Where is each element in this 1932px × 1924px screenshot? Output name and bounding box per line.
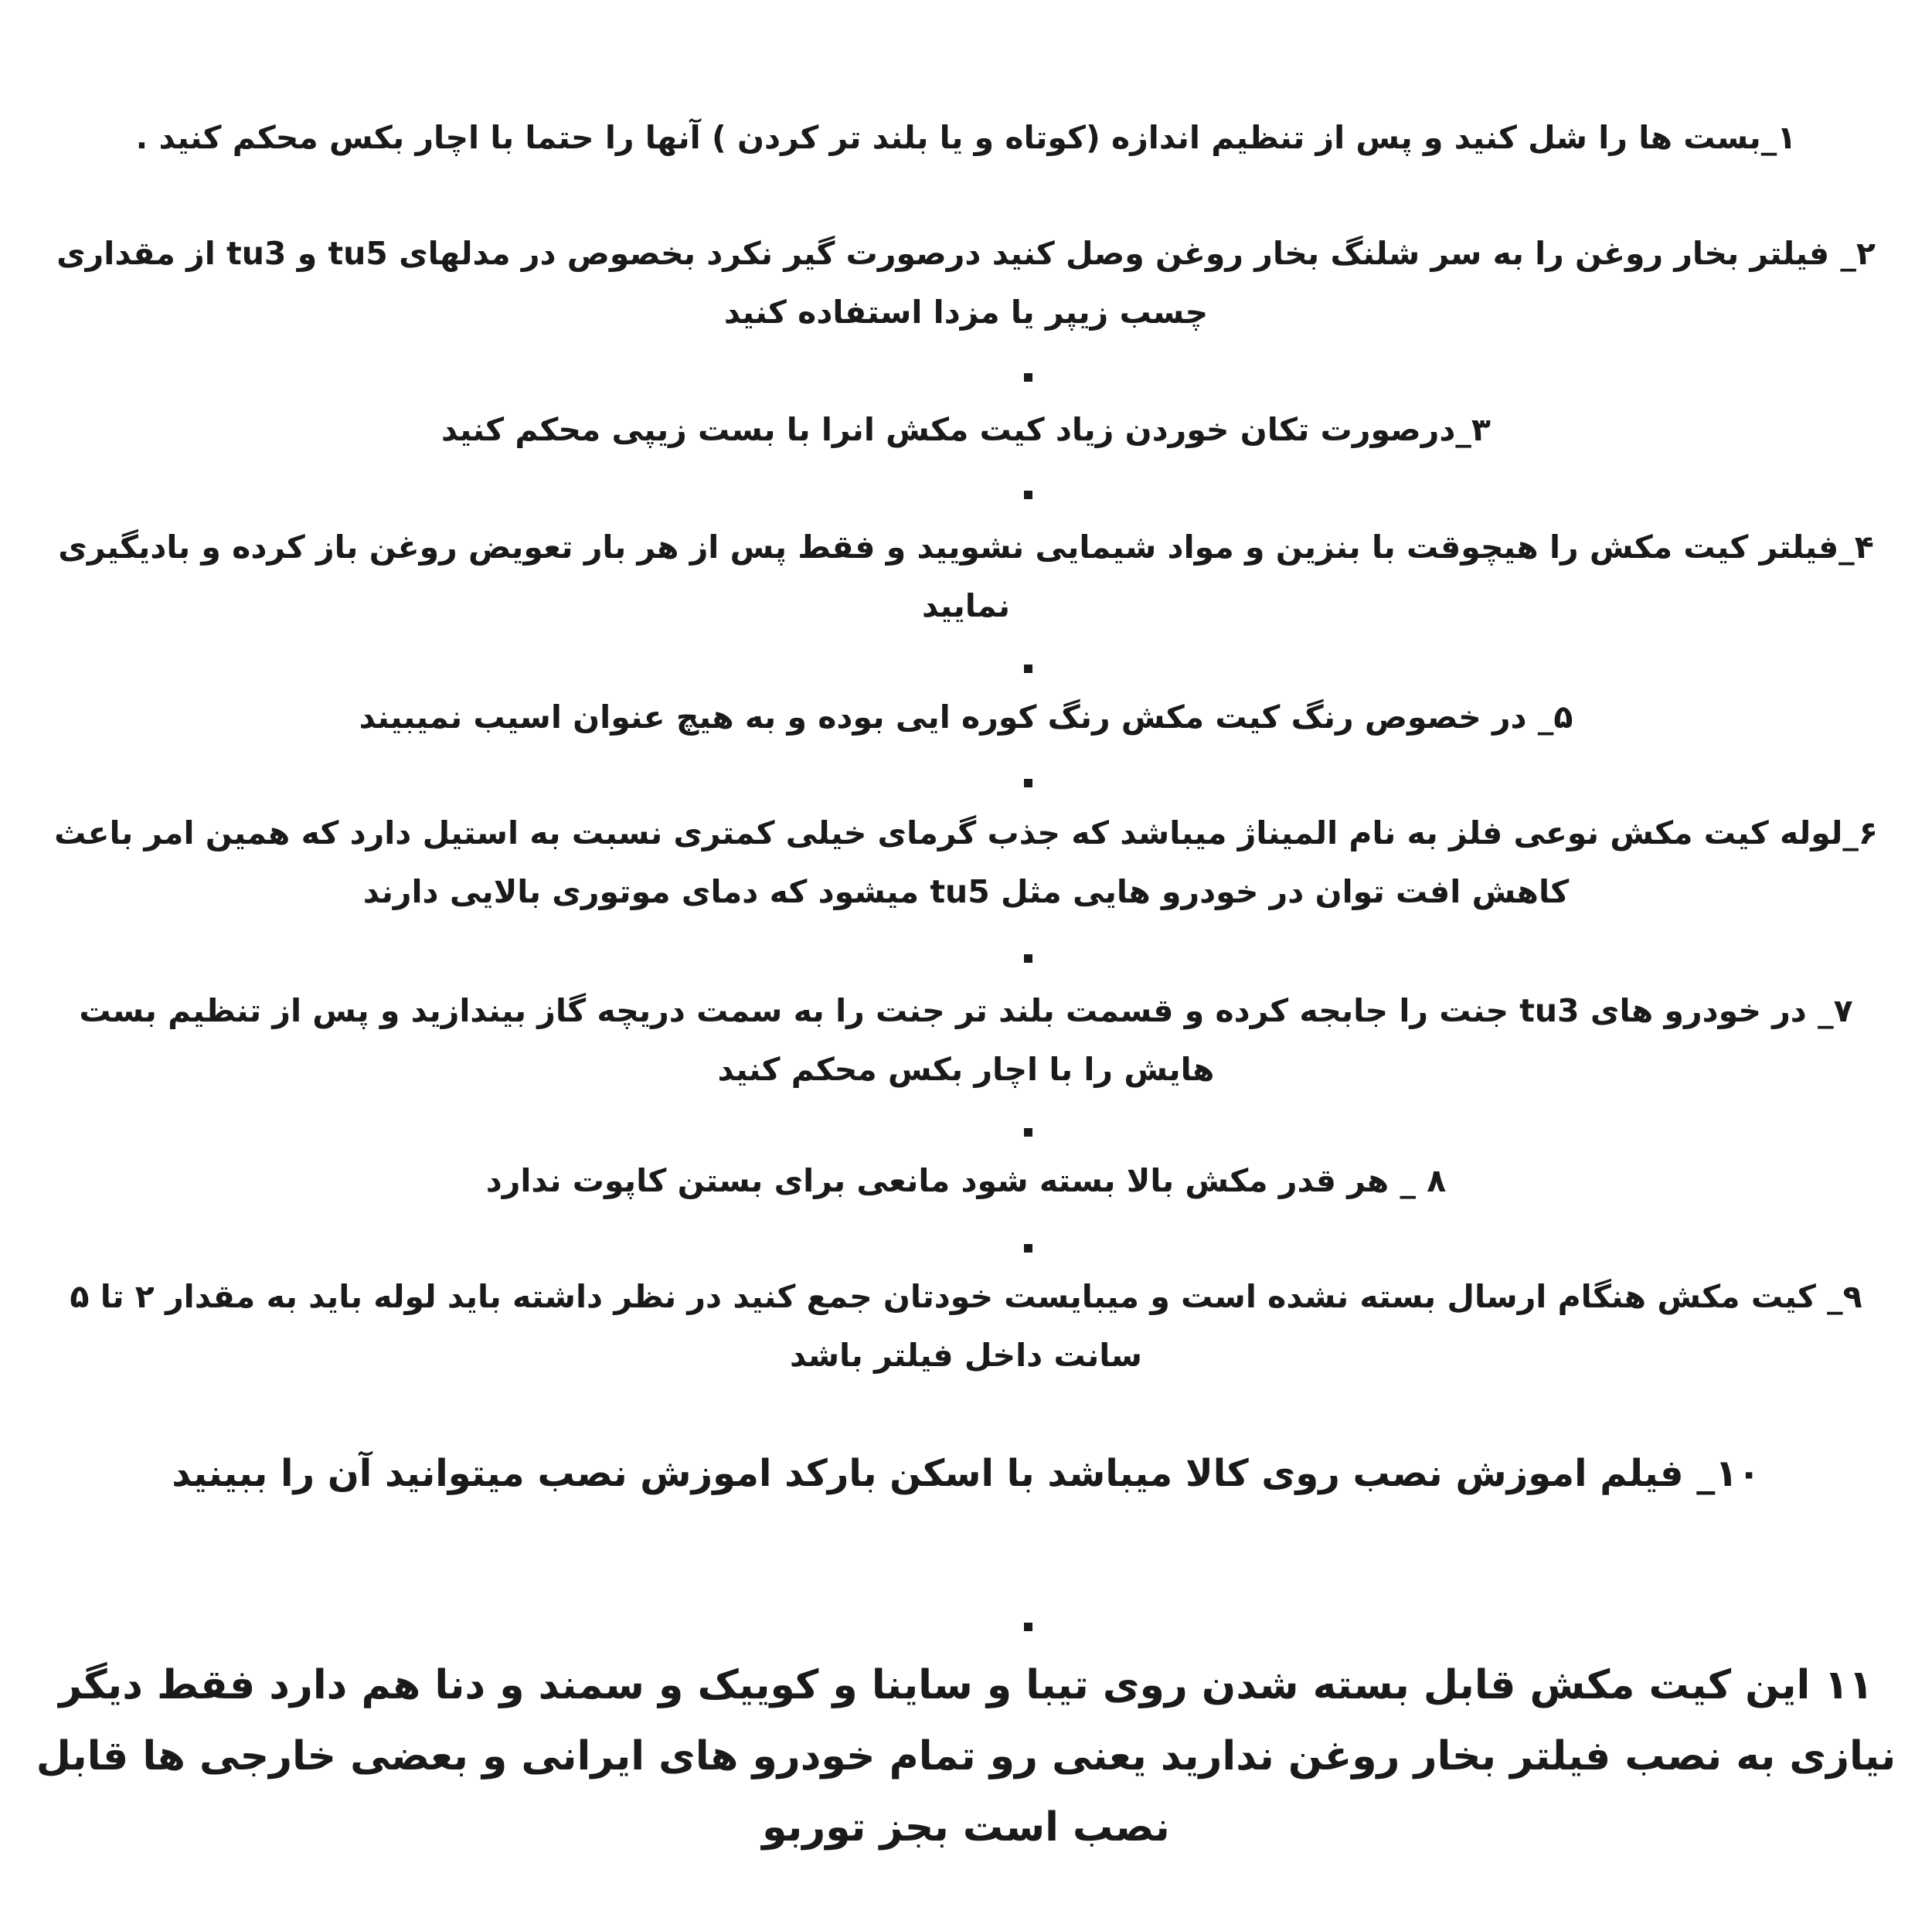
instruction-7-text-a: ۷_ در خودرو های bbox=[1579, 992, 1853, 1029]
instruction-2-text-a: ۲_ فیلتر بخار روغن را به سر شلنگ بخار روغن وصل کنید درصورت گیر نکرد بخصوص در مدلهای bbox=[387, 235, 1876, 272]
separator-dot bbox=[1024, 665, 1032, 673]
instruction-1 bbox=[46, 108, 1886, 167]
instruction-7-text-b: جنت را جابجه کرده و قسمت بلند تر جنت را به سمت دریچه گاز بیندازید و پس از تنظیم بست هایش را با اچار بکس محکم کنید bbox=[79, 992, 1520, 1088]
separator-dot bbox=[1024, 373, 1032, 382]
separator-dot bbox=[1024, 1128, 1032, 1137]
separator-dot bbox=[1024, 1623, 1032, 1631]
instruction-6-text-b: میشود که دمای موتوری بالایی دارند bbox=[362, 873, 930, 910]
instruction-11-text: ۱۱ این کیت مکش قابل بسته شدن روی تیبا و ساینا و کوییک و سمند و دنا هم دارد فقط دیگر نیازی به نصب فیلتر بخار روغن ندارید یعنی رو تمام خودرو های ایرانی و بعضی خارجی ها قابل نصب است بجز توربو bbox=[36, 1662, 1896, 1851]
instruction-3 bbox=[46, 400, 1886, 459]
instruction-2-text-c: از مقداری چسب زیپر یا مزدا استفاده کنید bbox=[56, 235, 1209, 331]
engine-code-tu3: tu3 bbox=[226, 235, 287, 272]
instruction-2-text-b: و bbox=[286, 235, 328, 272]
instruction-5 bbox=[46, 688, 1886, 746]
instruction-2 bbox=[46, 224, 1886, 342]
instructions-document bbox=[36, 0, 1896, 1924]
engine-code-tu5: tu5 bbox=[930, 873, 990, 910]
separator-dot bbox=[1024, 1244, 1032, 1253]
instruction-7 bbox=[46, 981, 1886, 1099]
engine-code-tu3: tu3 bbox=[1519, 992, 1580, 1029]
instruction-5-text: ۵_ در خصوص رنگ کیت مکش رنگ کوره ایی بوده و به هیچ عنوان اسیب نمیبیند bbox=[359, 699, 1573, 736]
instruction-9-text: ۹_ کیت مکش هنگام ارسال بسته نشده است و میبایست خودتان جمع کنید در نظر داشته باید لوله باید به مقدار ۲ تا ۵ سانت داخل فیلتر باشد bbox=[70, 1278, 1862, 1374]
instruction-4 bbox=[46, 518, 1886, 635]
instruction-10-text: ۱۰_ فیلم اموزش نصب روی کالا میباشد با اسکن بارکد اموزش نصب میتوانید آن را ببینید bbox=[172, 1452, 1760, 1495]
engine-code-tu5: tu5 bbox=[328, 235, 388, 272]
instruction-1-text: ۱_بست ها را شل کنید و پس از تنظیم اندازه (کوتاه و یا بلند تر کردن ) آنها را حتما با اچار بکس محکم کنید . bbox=[135, 119, 1797, 156]
separator-dot bbox=[1024, 491, 1032, 499]
instruction-11 bbox=[15, 1650, 1917, 1863]
separator-dot bbox=[1024, 954, 1032, 963]
instruction-6 bbox=[31, 804, 1901, 921]
separator-dot bbox=[1024, 779, 1032, 787]
instruction-4-text: ۴_فیلتر کیت مکش را هیچوقت با بنزین و مواد شیمایی نشویید و فقط پس از هر بار تعویض روغن باز کرده و بادیگیری نمایید bbox=[58, 529, 1874, 624]
instruction-6-text-a: ۶_لوله کیت مکش نوعی فلز به نام الميناژ میباشد که جذب گرمای خیلی کمتری نسبت به استیل دارد که همین امر باعث کاهش افت توان در خودرو هایی مثل bbox=[54, 814, 1878, 910]
instruction-10 bbox=[46, 1441, 1886, 1506]
instruction-8-text: ۸ _ هر قدر مکش بالا بسته شود مانعی برای بستن کاپوت ندارد bbox=[485, 1162, 1447, 1199]
instruction-9 bbox=[31, 1267, 1901, 1385]
instruction-8 bbox=[46, 1151, 1886, 1210]
instruction-3-text: ۳_درصورت تکان خوردن زیاد کیت مکش انرا با بست زیپی محکم کنید bbox=[441, 411, 1491, 448]
